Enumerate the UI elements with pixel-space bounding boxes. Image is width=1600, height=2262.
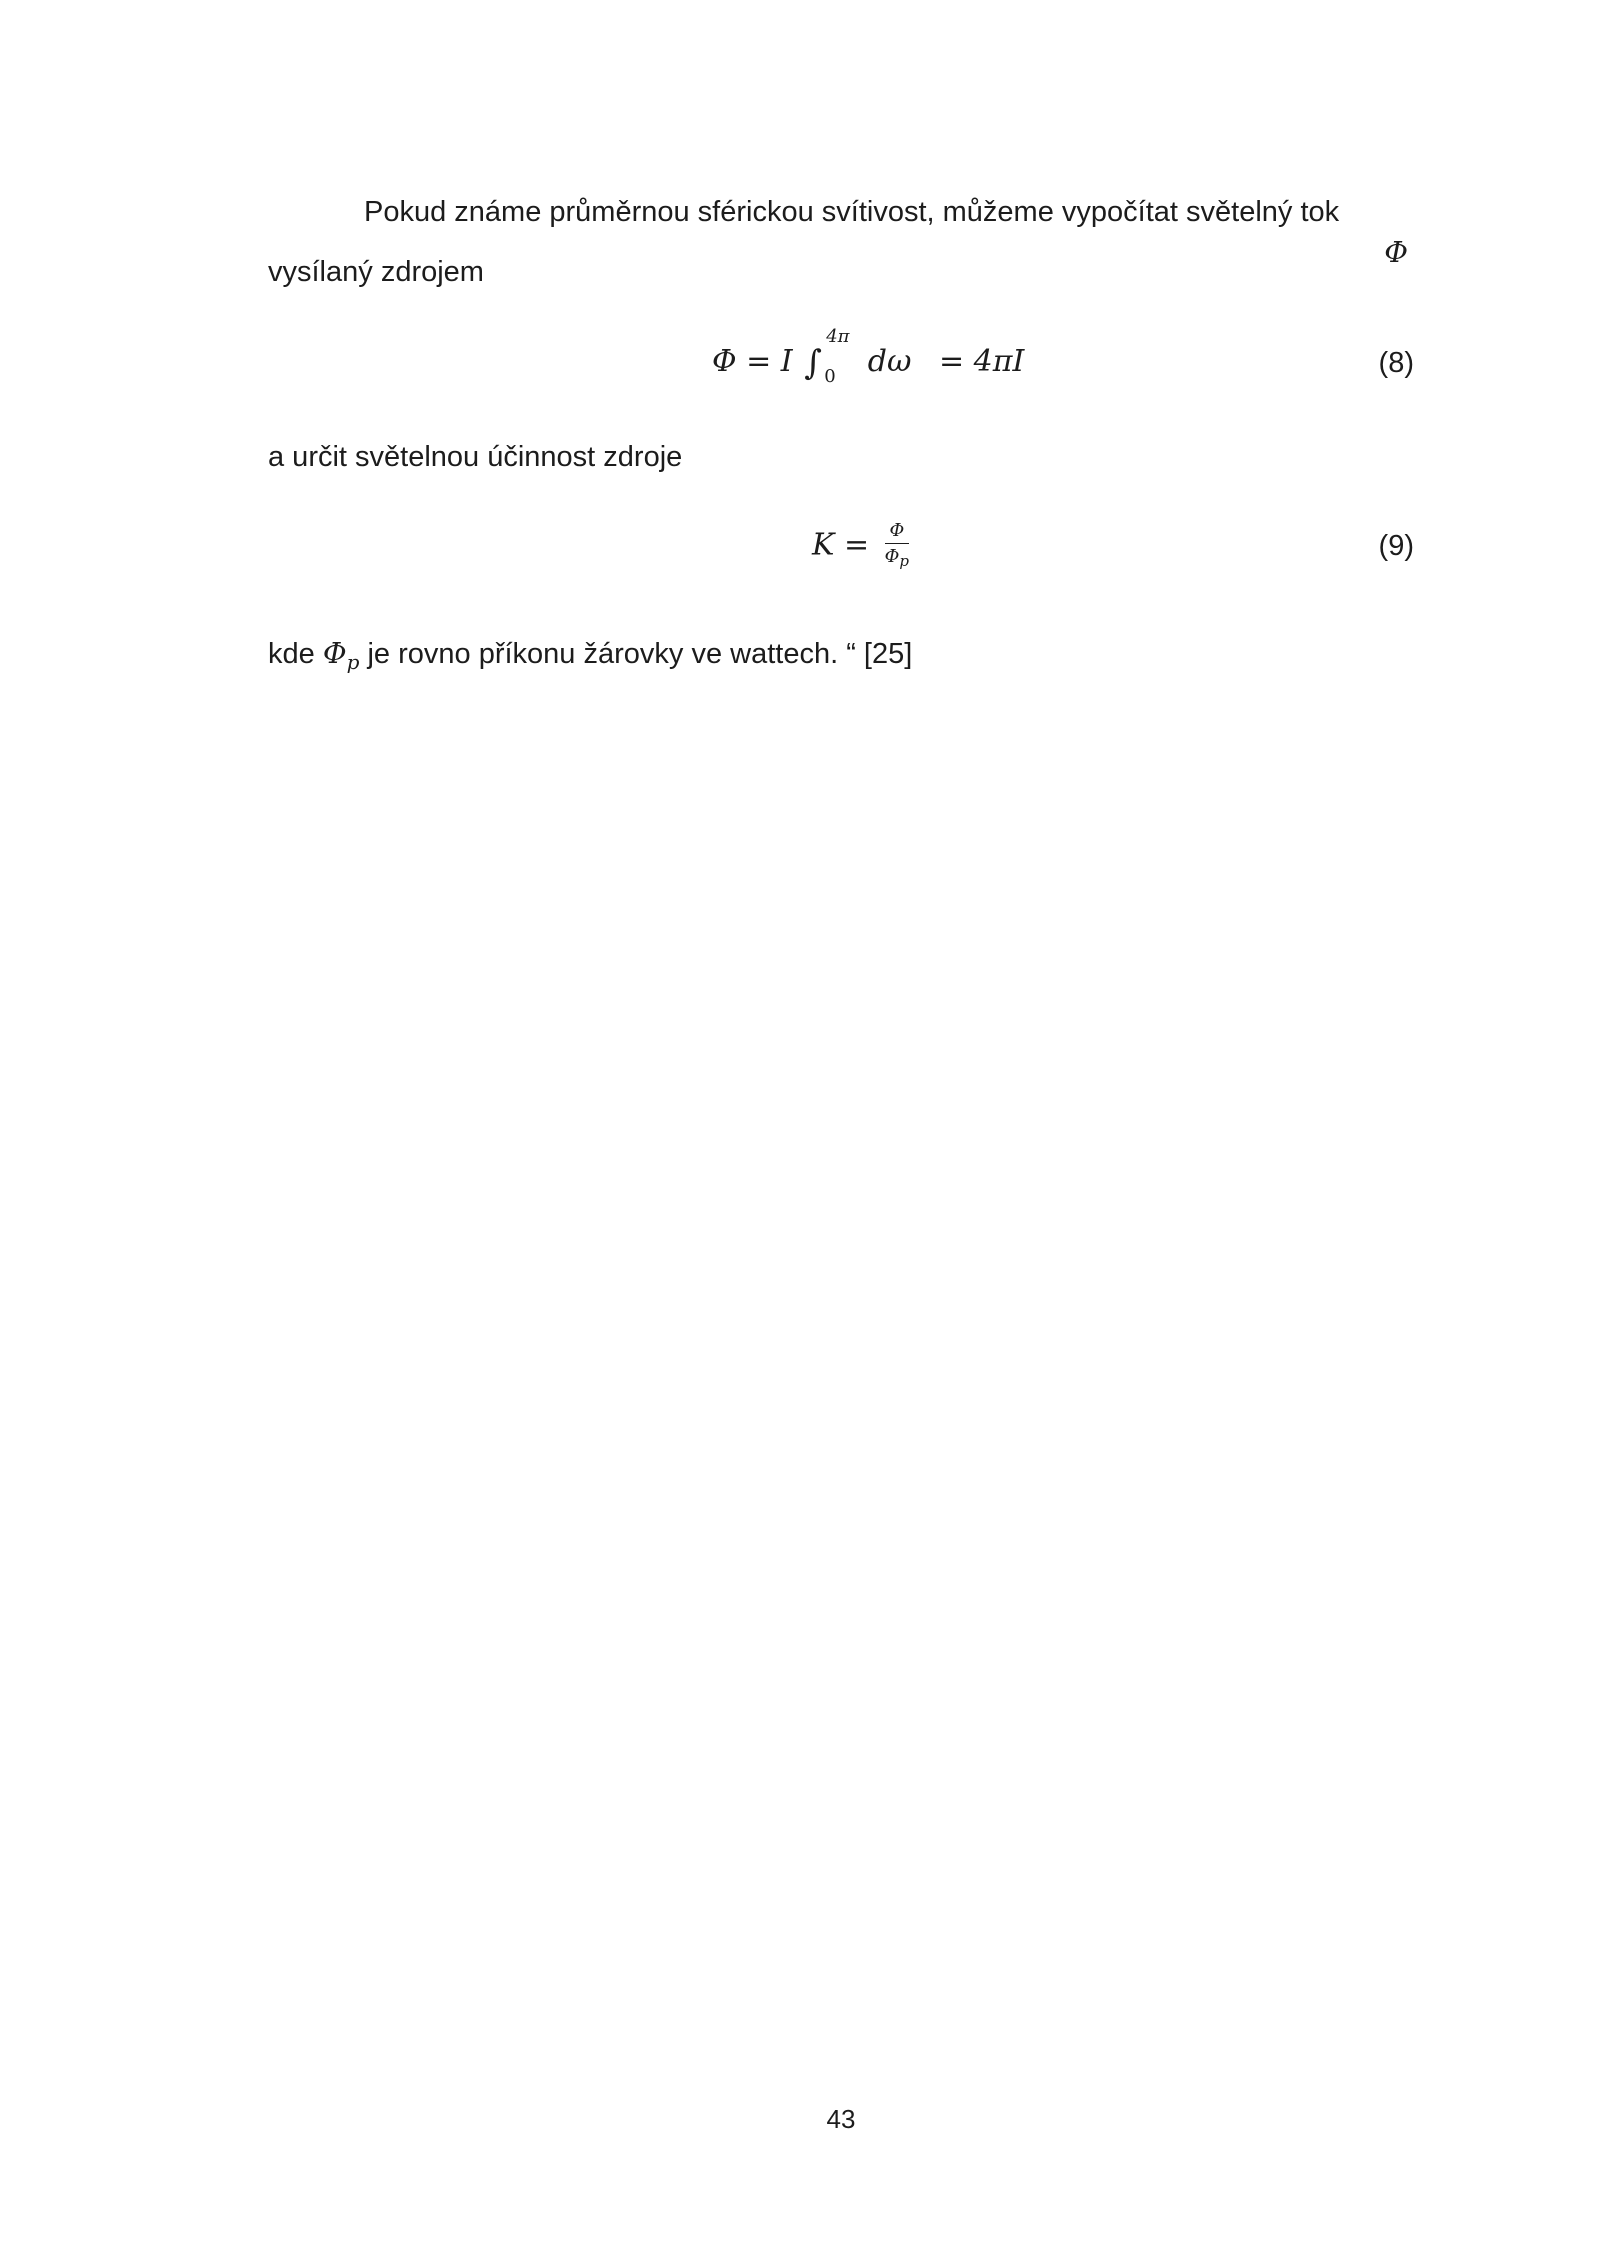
equation-8-lhs: Φ = I	[712, 344, 793, 379]
equation-9-lhs: K =	[812, 527, 870, 563]
denominator-subscript: p	[899, 552, 910, 570]
paragraph-1-text: Pokud známe průměrnou sférickou svítivost, můžeme vypočítat světelný tok	[364, 196, 1340, 228]
integral-lower-limit: 0	[824, 366, 836, 387]
paragraph-1-line-2: vysílaný zdrojem	[268, 256, 484, 288]
equation-8	[712, 326, 1025, 387]
flux-p-subscript: p	[346, 650, 360, 674]
fraction-denominator	[885, 544, 909, 570]
equation-9-number: (9)	[1378, 530, 1414, 562]
integral-sign: ∫	[804, 343, 822, 383]
flux-symbol: Φ	[1384, 235, 1408, 269]
paragraph-3-prefix: kde	[268, 638, 315, 670]
equation-8-number: (8)	[1378, 347, 1414, 379]
equation-9-fraction	[885, 520, 909, 570]
paragraph-3-symbol	[322, 636, 360, 674]
equation-9	[812, 520, 909, 570]
equation-8-integrand: dω	[867, 344, 912, 379]
fraction-numerator: Φ	[885, 520, 909, 544]
flux-p-symbol: Φ	[322, 636, 347, 670]
denominator-symbol: Φ	[884, 546, 900, 567]
integral-upper-limit: 4π	[826, 326, 850, 347]
paragraph-3	[268, 633, 1414, 682]
page-number: 43	[826, 2104, 856, 2134]
paragraph-3-suffix: je rovno příkonu žárovky ve wattech. “ [25]	[367, 638, 913, 670]
paragraph-2: a určit světelnou účinnost zdroje	[268, 441, 683, 473]
equation-8-rhs: = 4πI	[938, 344, 1025, 379]
